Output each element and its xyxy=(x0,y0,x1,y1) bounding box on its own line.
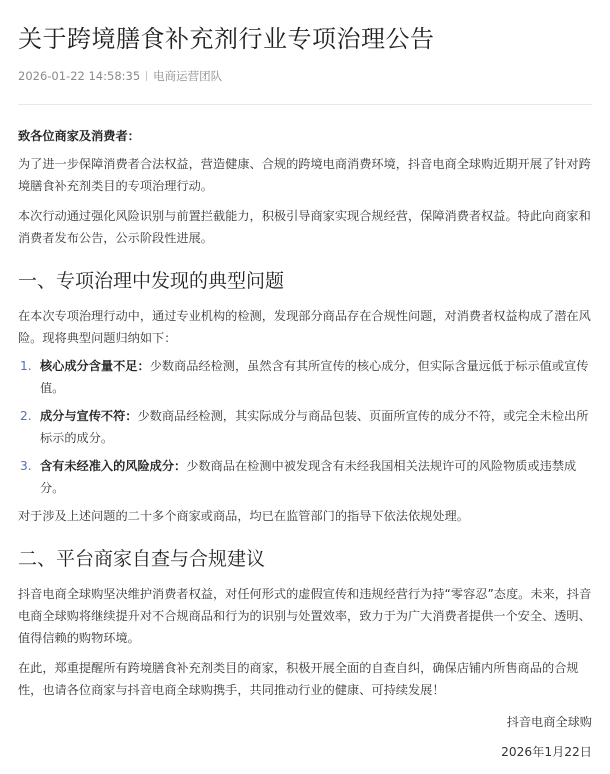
list-number: 3. xyxy=(20,459,32,473)
intro-paragraph: 为了进一步保障消费者合法权益，营造健康、合规的跨境电商消费环境，抖音电商全球购近期开展了针对跨境膳食补充剂类目的专项治理行动。 xyxy=(18,157,591,193)
advice-paragraph: 在此，郑重提醒所有跨境膳食补充剂类目的商家，积极开展全面的自查自纠，确保店铺内所售商品的合规性，也请各位商家与抖音电商全球购携手，共同推动行业的健康、可持续发展！ xyxy=(18,661,579,697)
section-intro: 在本次专项治理行动中，通过专业机构的检测，发现部分商品存在合规性问题，对消费者权益构成了潜在风险。现将典型问题归纳如下： xyxy=(18,309,591,345)
list-item xyxy=(18,455,592,499)
intro-paragraph: 本次行动通过强化风险识别与前置拦截能力，积极引导商家实现合规经营，保障消费者权益。特此向商家和消费者发布公告，公示阶段性进展。 xyxy=(18,209,591,245)
issue-term: 核心成分含量不足： xyxy=(40,359,150,373)
list-number: 2. xyxy=(20,409,32,423)
issue-text: 少数商品在检测中被发现含有未经我国相关法规许可的风险物质或违禁成分。 xyxy=(40,459,577,495)
article-meta xyxy=(18,68,592,84)
list-item xyxy=(18,405,592,449)
signature-block xyxy=(18,711,592,763)
issue-term: 含有未经准入的风险成分： xyxy=(40,459,187,473)
issue-list xyxy=(18,355,592,499)
issue-text: 少数商品经检测，其实际成分与商品包装、页面所宣传的成分不符，或完全未检出所标示的成分。 xyxy=(40,409,589,445)
meta-separator xyxy=(146,71,147,81)
article-body xyxy=(18,125,592,763)
list-item xyxy=(18,355,592,399)
author-name[interactable]: 电商运营团队 xyxy=(153,69,223,83)
page-title: 关于跨境膳食补充剂行业专项治理公告 xyxy=(18,25,435,53)
section-heading-advice: 二、平台商家自查与合规建议 xyxy=(18,548,266,570)
signature-date: 2026年1月22日 xyxy=(501,745,592,759)
issue-text: 少数商品经检测，虽然含有其所宣传的核心成分，但实际含量远低于标示值或宣传值。 xyxy=(40,359,589,395)
issue-term: 成分与宣传不符： xyxy=(40,409,138,423)
advice-paragraph: 抖音电商全球购坚决维护消费者权益，对任何形式的虚假宣传和违规经营行为持“零容忍”态度。未来，抖音电商全球购将继续提升对不合规商品和行为的识别与处置效率，致力于为广大消费者提供一个安全、透明、值得信赖的购物环境。 xyxy=(18,587,592,645)
signature-org: 抖音电商全球购 xyxy=(506,715,592,729)
greeting: 致各位商家及消费者： xyxy=(18,129,140,143)
list-number: 1. xyxy=(20,359,32,373)
section-heading-problems: 一、专项治理中发现的典型问题 xyxy=(18,270,285,292)
section-closing: 对于涉及上述问题的二十多个商家或商品，均已在监管部门的指导下依法依规处理。 xyxy=(18,509,469,523)
publish-datetime: 2026-01-22 14:58:35 xyxy=(18,69,141,83)
header-divider xyxy=(18,104,592,105)
